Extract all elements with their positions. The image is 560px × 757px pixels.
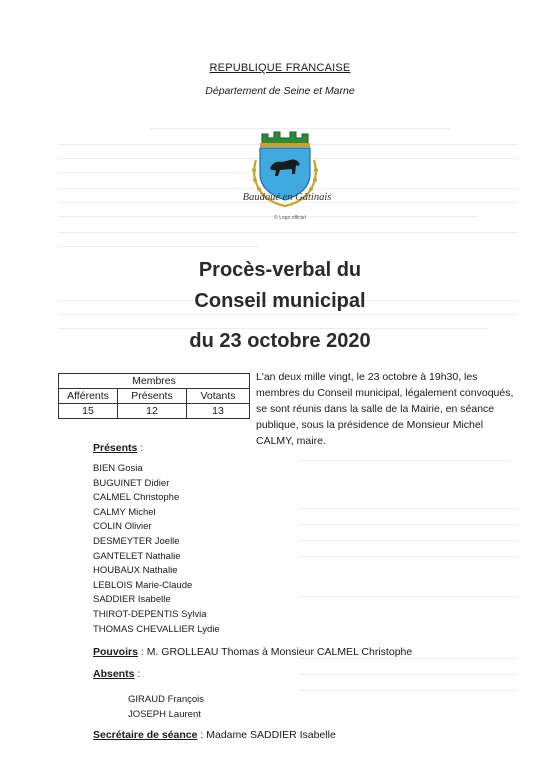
title-line-2: Conseil municipal	[194, 290, 366, 312]
list-item: THOMAS CHEVALLIER Lydie	[93, 623, 220, 635]
departement-heading: Département de Seine et Marne	[205, 85, 355, 97]
list-item: JOSEPH Laurent	[128, 709, 201, 720]
list-item: DESMEYTER Joelle	[93, 535, 180, 547]
value-presents: 12	[118, 404, 187, 419]
absents-suffix: :	[134, 668, 141, 680]
header-votants: Votants	[187, 389, 250, 404]
list-item: SADDIER Isabelle	[93, 594, 171, 606]
pouvoirs-line	[93, 646, 412, 658]
secretaire-label: Secrétaire de séance	[93, 729, 198, 741]
title-line-1: Procès-verbal du	[198, 259, 362, 281]
logo-credit: © Logo officiel	[274, 215, 306, 221]
presents-heading	[93, 442, 143, 454]
pouvoirs-text: : M. GROLLEAU Thomas à Monsieur CALMEL Christophe	[137, 646, 413, 658]
members-table	[58, 373, 250, 419]
presents-suffix: :	[137, 442, 144, 454]
secretaire-line	[93, 729, 336, 741]
value-afferents: 15	[59, 404, 118, 419]
header-afferents: Afférents	[59, 389, 118, 404]
presents-list	[93, 462, 220, 637]
republique-heading: REPUBLIQUE FRANCAISE	[209, 62, 351, 74]
title-line-3: du 23 octobre 2020	[189, 330, 371, 352]
list-item: CALMY Michel	[93, 506, 156, 518]
list-item: BUGUINET Didier	[93, 477, 170, 489]
coat-of-arms-icon	[240, 130, 330, 242]
list-item: LEBLOIS Marie-Claude	[93, 579, 193, 591]
header-presents: Présents	[118, 389, 187, 404]
absents-list	[128, 692, 204, 722]
logo-caption: Baudoué en Gâtinais	[242, 192, 332, 203]
list-item: CALMEL Christophe	[93, 492, 180, 504]
list-item: THIROT-DEPENTIS Sylvia	[93, 608, 207, 620]
list-item: COLIN Olivier	[93, 521, 152, 533]
absents-label: Absents	[93, 668, 135, 680]
list-item: GANTELET Nathalie	[93, 550, 181, 562]
presents-label: Présents	[93, 442, 138, 454]
list-item: BIEN Gosia	[93, 463, 143, 474]
pouvoirs-label: Pouvoirs	[93, 646, 138, 658]
secretaire-text: : Madame SADDIER Isabelle	[197, 729, 336, 741]
list-item: HOUBAUX Nathalie	[93, 565, 178, 577]
absents-heading	[93, 668, 140, 680]
value-votants: 13	[187, 404, 250, 419]
members-table-title: Membres	[59, 374, 250, 389]
list-item: GIRAUD François	[128, 694, 205, 705]
intro-paragraph: L'an deux mille vingt, le 23 octobre à 19h30, les membres du Conseil municipal, légalement convoqués, se sont réunis dans la salle de la Mairie, en séance publique, sous la présidence de Monsieur Michel CALMY, maire.	[256, 371, 514, 447]
